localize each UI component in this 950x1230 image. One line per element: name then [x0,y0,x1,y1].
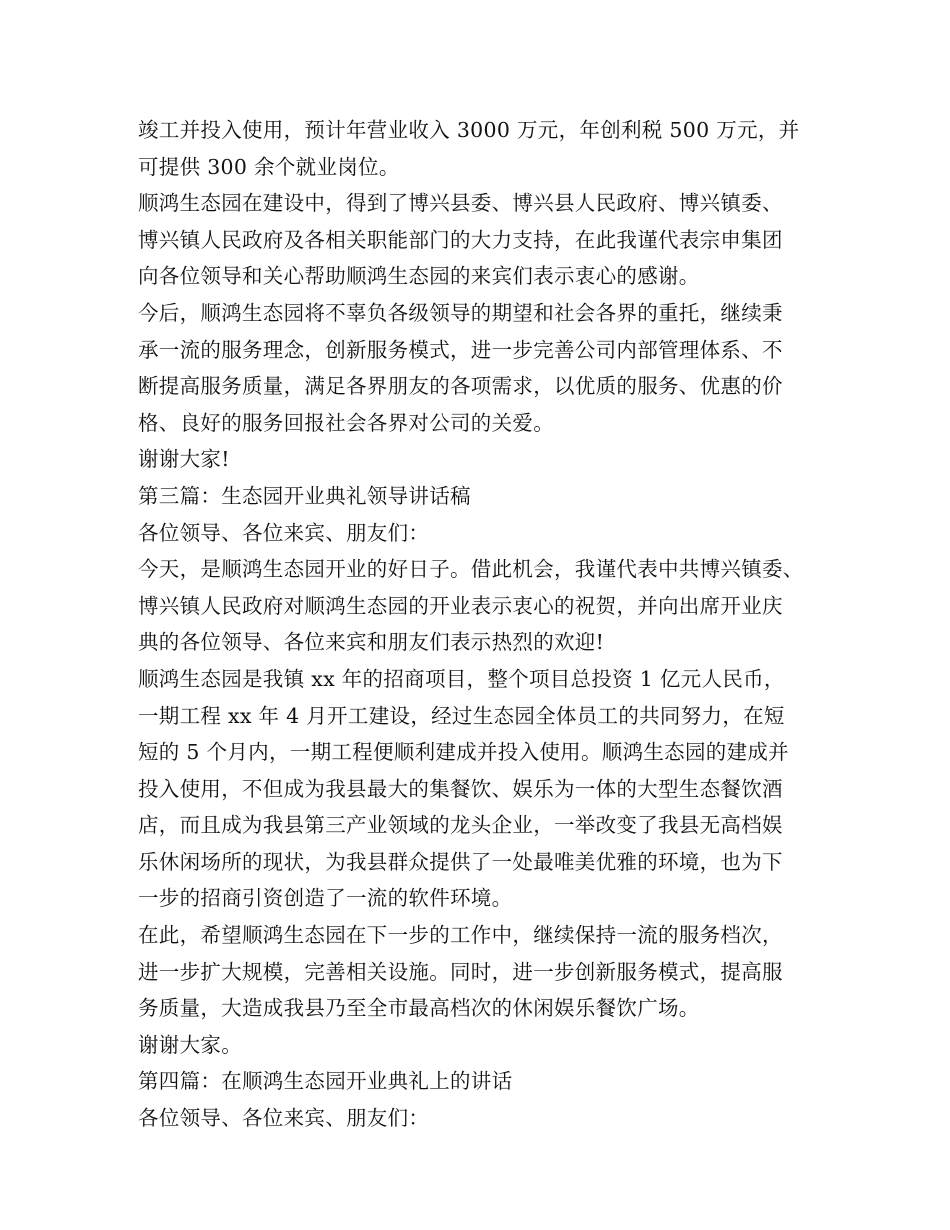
text-line: 在此，希望顺鸿生态园在下一步的工作中，继续保持一流的服务档次， [138,923,783,948]
text-line: 博兴镇人民政府对顺鸿生态园的开业表示衷心的祝贺，并向出席开业庆 [138,593,783,618]
text-line: 进一步扩大规模，完善相关设施。同时，进一步创新服务模式，提高服 [138,959,783,984]
text-line: 店，而且成为我县第三产业领域的龙头企业，一举改变了我县无高档娱 [138,813,783,838]
text-line: 谢谢大家。 [138,1032,242,1057]
text-line: 一步的招商引资创造了一流的软件环境。 [138,886,513,911]
text-line: 典的各位领导、各位来宾和朋友们表示热烈的欢迎! [138,630,605,655]
text-line: 顺鸿生态园在建设中，得到了博兴县委、博兴县人民政府、博兴镇委、 [138,191,783,216]
text-line: 一期工程 xx 年 4 月开工建设，经过生态园全体员工的共同努力，在短 [138,703,785,728]
text-line: 承一流的服务理念，创新服务模式，进一步完善公司内部管理体系、不 [138,337,783,362]
section-heading: 第四篇：在顺鸿生态园开业典礼上的讲话 [138,1069,513,1094]
text-line: 向各位领导和关心帮助顺鸿生态园的来宾们表示衷心的感谢。 [138,264,700,289]
salutation: 各位领导、各位来宾、朋友们： [138,520,430,545]
text-line: 格、良好的服务回报社会各界对公司的关爱。 [138,410,554,435]
text-line: 断提高服务质量，满足各界朋友的各项需求，以优质的服务、优惠的价 [138,374,783,399]
text-line: 可提供 300 余个就业岗位。 [138,154,400,179]
text-line: 今天，是顺鸿生态园开业的好日子。借此机会，我谨代表中共博兴镇委、 [138,557,804,582]
text-line: 乐休闲场所的现状，为我县群众提供了一处最唯美优雅的环境，也为下 [138,849,783,874]
text-line: 博兴镇人民政府及各相关职能部门的大力支持，在此我谨代表宗申集团 [138,227,783,252]
salutation: 各位领导、各位来宾、朋友们： [138,1106,430,1131]
text-line: 顺鸿生态园是我镇 xx 年的招商项目，整个项目总投资 1 亿元人民币， [138,666,785,691]
text-line: 谢谢大家! [138,447,230,472]
section-heading: 第三篇：生态园开业典礼领导讲话稿 [138,483,471,508]
text-line: 竣工并投入使用，预计年营业收入 3000 万元，年创利税 500 万元，并 [138,118,800,142]
text-line: 今后，顺鸿生态园将不辜负各级领导的期望和社会各界的重托，继续秉 [138,300,783,325]
text-line: 投入使用，不但成为我县最大的集餐饮、娱乐为一体的大型生态餐饮酒 [138,776,783,801]
document-body [138,112,828,1137]
text-line: 短的 5 个月内，一期工程便顺利建成并投入使用。顺鸿生态园的建成并 [138,740,789,765]
text-line: 务质量，大造成我县乃至全市最高档次的休闲娱乐餐饮广场。 [138,996,700,1021]
